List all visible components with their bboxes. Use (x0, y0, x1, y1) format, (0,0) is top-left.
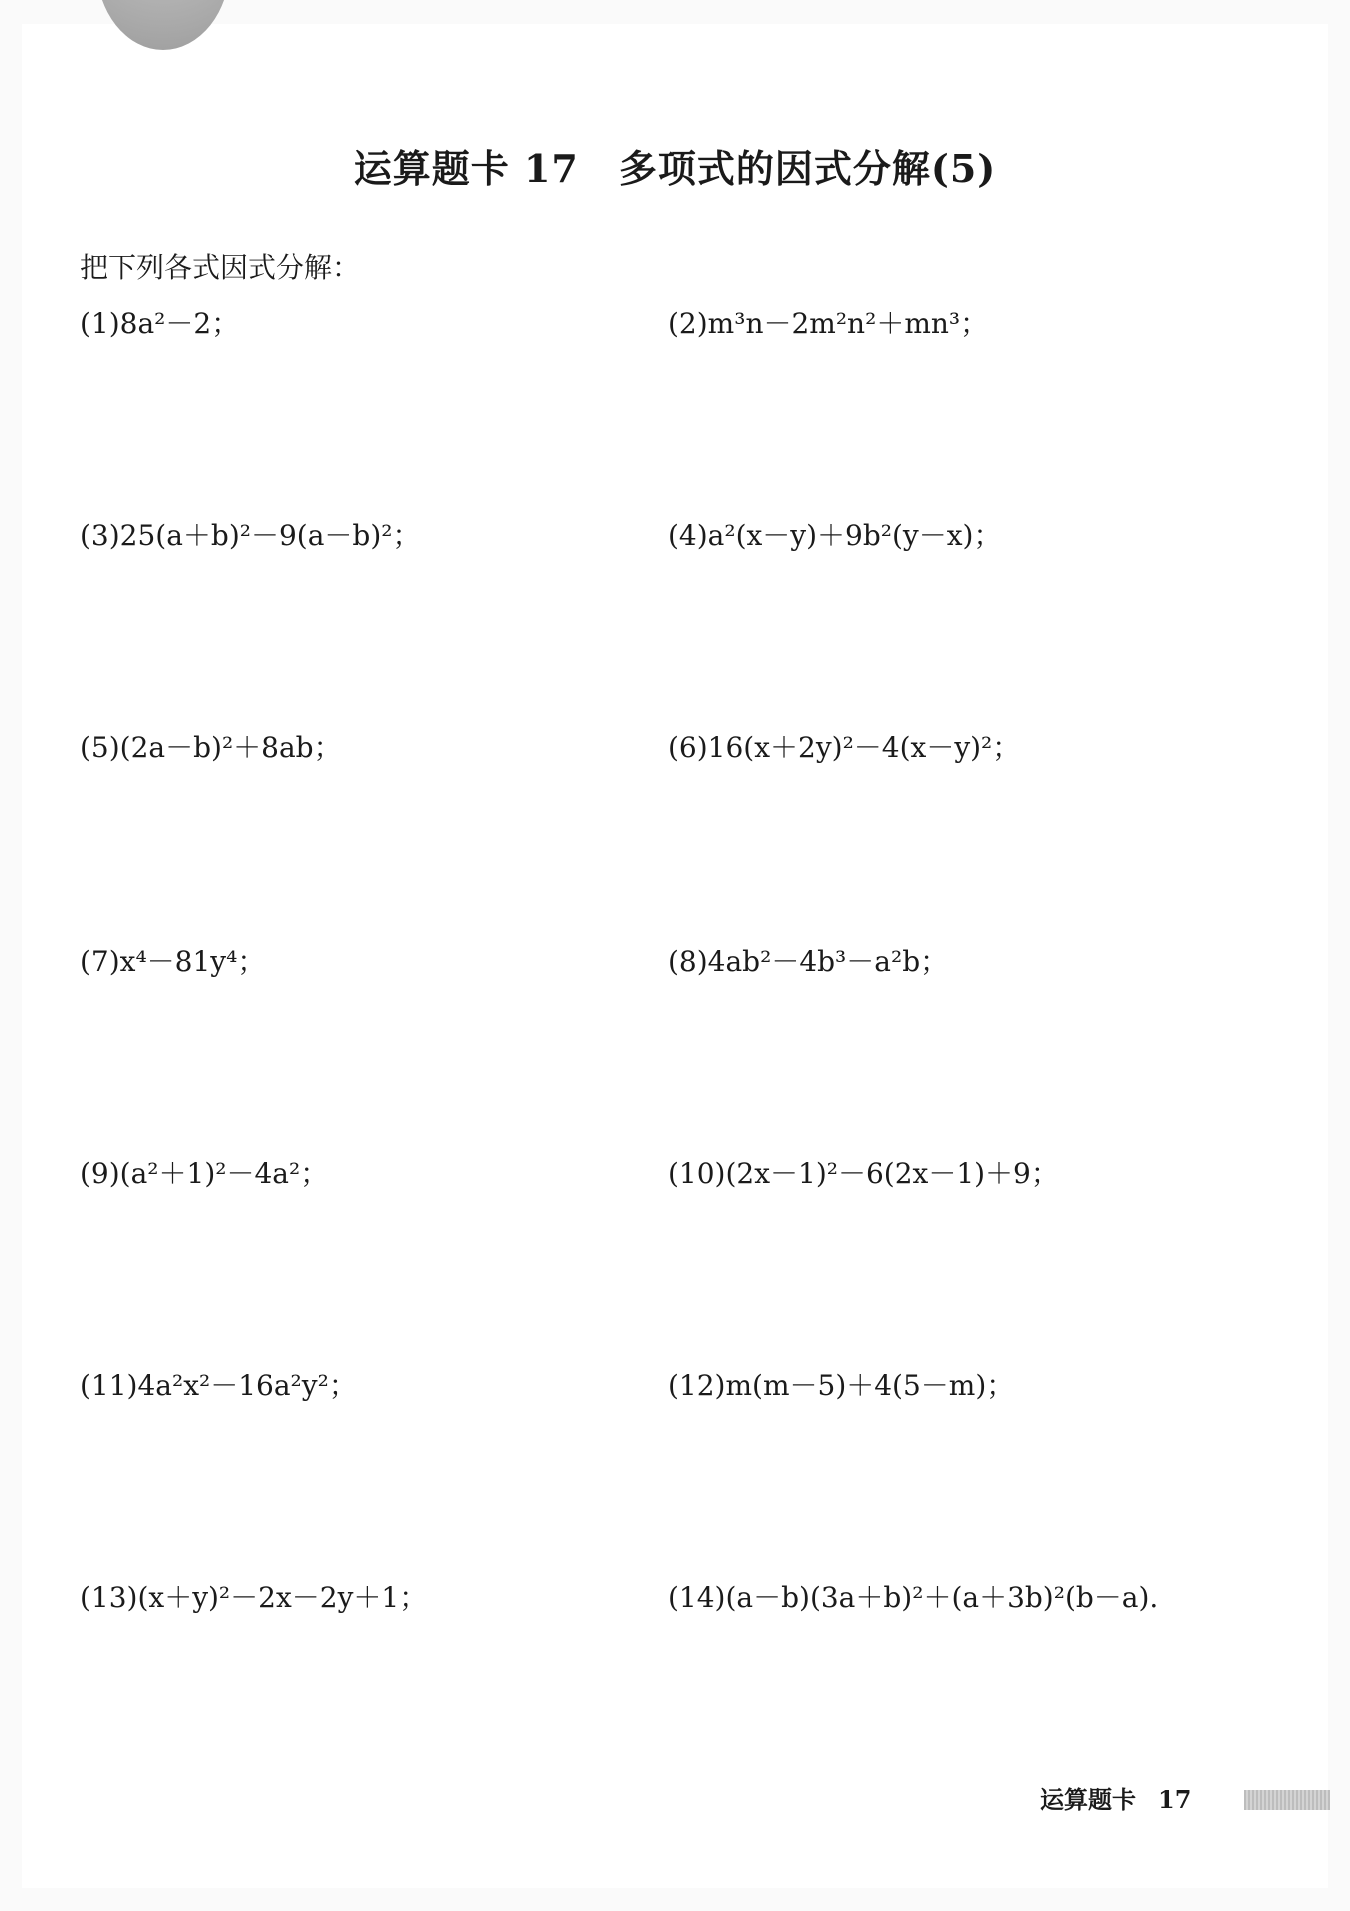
problem-11: (11)4a²x²－16a²y²； (80, 1369, 357, 1402)
problem-2: (2)m³n－2m²n²＋mn³； (668, 307, 989, 340)
problem-14: (14)(a－b)(3a＋b)²＋(a＋3b)²(b－a). (668, 1581, 1159, 1614)
problem-13: (13)(x＋y)²－2x－2y＋1； (80, 1581, 428, 1614)
instruction-text: 把下列各式因式分解： (80, 251, 361, 284)
problem-9: (9)(a²＋1)²－4a²； (80, 1157, 329, 1190)
title-topic: 多项式的因式分解(5) (618, 146, 997, 191)
problem-10: (10)(2x－1)²－6(2x－1)＋9； (668, 1157, 1059, 1190)
page-number: 17 (1158, 1785, 1192, 1814)
problem-4: (4)a²(x－y)＋9b²(y－x)； (668, 519, 1002, 552)
page-edge-bar-decoration (1244, 1790, 1330, 1810)
problem-1: (1)8a²－2； (80, 307, 240, 340)
problem-3: (3)25(a＋b)²－9(a－b)²； (80, 519, 421, 552)
footer-label: 运算题卡 (1040, 1786, 1136, 1814)
title-card-number: 运算题卡 17 (353, 146, 579, 191)
page-title (0, 138, 1350, 193)
problem-7: (7)x⁴－81y⁴； (80, 945, 266, 978)
problem-5: (5)(2a－b)²＋8ab； (80, 731, 342, 764)
problem-12: (12)m(m－5)＋4(5－m)； (668, 1369, 1015, 1402)
page-footer (1040, 1780, 1191, 1815)
problem-6: (6)16(x＋2y)²－4(x－y)²； (668, 731, 1021, 764)
problem-8: (8)4ab²－4b³－a²b； (668, 945, 949, 978)
